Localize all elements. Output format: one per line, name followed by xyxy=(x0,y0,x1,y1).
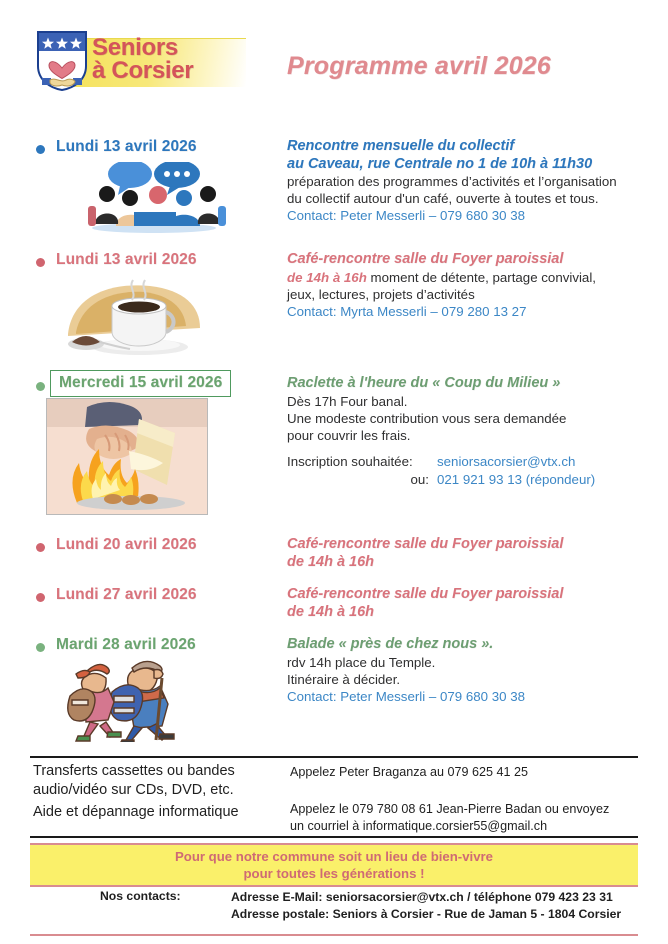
bullet-icon xyxy=(36,258,45,267)
coffee-cup-photo xyxy=(58,272,223,360)
service-detail-line: un courriel à informatique.corsier55@gmail.ch xyxy=(290,818,548,833)
event-body xyxy=(287,138,647,224)
event-body xyxy=(287,251,647,320)
event-title-line: au Caveau, rue Centrale no 1 de 10h à 11h30 xyxy=(287,155,593,172)
event-body xyxy=(287,375,647,489)
event-date: Mardi 28 avril 2026 xyxy=(56,636,196,653)
contacts-email-line[interactable]: Adresse E-Mail: seniorsacorsier@vtx.ch / téléphone 079 423 23 31 xyxy=(231,890,613,904)
event-body xyxy=(287,586,647,621)
header xyxy=(0,0,668,115)
service-detail-1 xyxy=(290,764,640,781)
event-time-inline: de 14h à 16h xyxy=(287,269,367,285)
meeting-discussion-icon xyxy=(62,162,242,234)
service-detail-2 xyxy=(290,801,640,834)
slogan-banner xyxy=(30,843,638,887)
event-body xyxy=(287,536,647,571)
event-title-line: Balade « près de chez nous ». xyxy=(287,636,494,652)
event-date: Lundi 27 avril 2026 xyxy=(56,586,197,603)
event-date: Mercredi 15 avril 2026 xyxy=(59,374,223,391)
corsier-coat-of-arms-shield-icon xyxy=(36,30,88,92)
service-label-line: audio/vidéo sur CDs, DVD, etc. xyxy=(33,781,234,798)
logo-wordmark xyxy=(92,36,272,82)
logo-block xyxy=(36,30,246,92)
event-date: Lundi 13 avril 2026 xyxy=(56,138,197,155)
divider-top xyxy=(30,756,638,758)
event-desc-line: jeux, lectures, projets d’activités xyxy=(287,286,475,302)
contacts-postal-line: Adresse postale: Seniors à Corsier - Rue de Jaman 5 - 1804 Corsier xyxy=(231,906,622,921)
event-desc-inline: moment de détente, partage convivial, xyxy=(366,269,596,285)
logo-line-1: Seniors xyxy=(92,34,178,61)
contacts-values xyxy=(231,889,621,922)
slogan-line-2: pour toutes les générations ! xyxy=(243,866,425,881)
inscription-phone[interactable]: 021 921 93 13 (répondeur) xyxy=(437,471,596,487)
event-title-line: de 14h à 16h xyxy=(287,603,375,620)
event-title-line: Raclette à l'heure du « Coup du Milieu » xyxy=(287,375,561,391)
logo-line-2: à Corsier xyxy=(92,57,194,84)
event-contact: Contact: Peter Messerli – 079 680 30 38 xyxy=(287,688,526,704)
inscription-or-label: ou: xyxy=(410,471,429,487)
event-date: Lundi 13 avril 2026 xyxy=(56,251,197,268)
contacts-label: Nos contacts: xyxy=(100,889,181,903)
inscription-label: Inscription souhaitée: xyxy=(287,453,413,469)
service-label-line: Aide et dépannage informatique xyxy=(33,804,239,820)
event-desc-line: du collectif autour d'un café, ouverte à toutes et tous. xyxy=(287,191,599,206)
inscription-email[interactable]: seniorsacorsier@vtx.ch xyxy=(437,453,576,469)
raclette-fire-photo xyxy=(46,398,208,515)
divider-bottom xyxy=(30,836,638,838)
bullet-icon xyxy=(36,145,45,154)
page-title: Programme avril 2026 xyxy=(287,52,551,80)
service-label-1 xyxy=(33,762,283,799)
event-date-highlight-box xyxy=(50,370,231,397)
event-desc-line: Dès 17h Four banal. xyxy=(287,393,408,409)
event-title-line: Café-rencontre salle du Foyer paroissial xyxy=(287,251,564,267)
event-desc-line: Une modeste contribution vous sera demandée xyxy=(287,410,567,426)
event-desc-line: pour couvrir les frais. xyxy=(287,427,411,443)
bullet-icon xyxy=(36,382,45,391)
event-desc-line: Itinéraire à décider. xyxy=(287,671,401,687)
service-detail-line: Appelez le 079 780 08 61 Jean-Pierre Badan ou envoyez xyxy=(290,802,610,816)
event-desc-line: préparation des programmes d’activités et l’organisation xyxy=(287,174,617,189)
slogan-text xyxy=(175,848,493,882)
inscription-block xyxy=(287,453,647,489)
event-contact: Contact: Myrta Messerli – 079 280 13 27 xyxy=(287,303,527,319)
bullet-icon xyxy=(36,593,45,602)
service-label-line: Transferts cassettes ou bandes xyxy=(33,763,235,779)
event-title-line: Café-rencontre salle du Foyer paroissial xyxy=(287,586,564,602)
service-label-2 xyxy=(33,803,288,822)
event-desc-line: rdv 14h place du Temple. xyxy=(287,654,436,670)
hikers-walking-drawing xyxy=(62,652,197,742)
event-body xyxy=(287,636,647,705)
event-title-line: de 14h à 16h xyxy=(287,553,375,570)
bullet-icon xyxy=(36,643,45,652)
event-contact: Contact: Peter Messerli – 079 680 30 38 xyxy=(287,208,526,223)
footer-rule xyxy=(30,934,638,936)
event-title-line: Café-rencontre salle du Foyer paroissial xyxy=(287,536,564,552)
event-title-line: Rencontre mensuelle du collectif xyxy=(287,138,515,154)
service-detail-line: Appelez Peter Braganza au 079 625 41 25 xyxy=(290,765,529,779)
bullet-icon xyxy=(36,543,45,552)
event-date: Lundi 20 avril 2026 xyxy=(56,536,197,553)
slogan-line-1: Pour que notre commune soit un lieu de bien-vivre xyxy=(174,849,493,864)
